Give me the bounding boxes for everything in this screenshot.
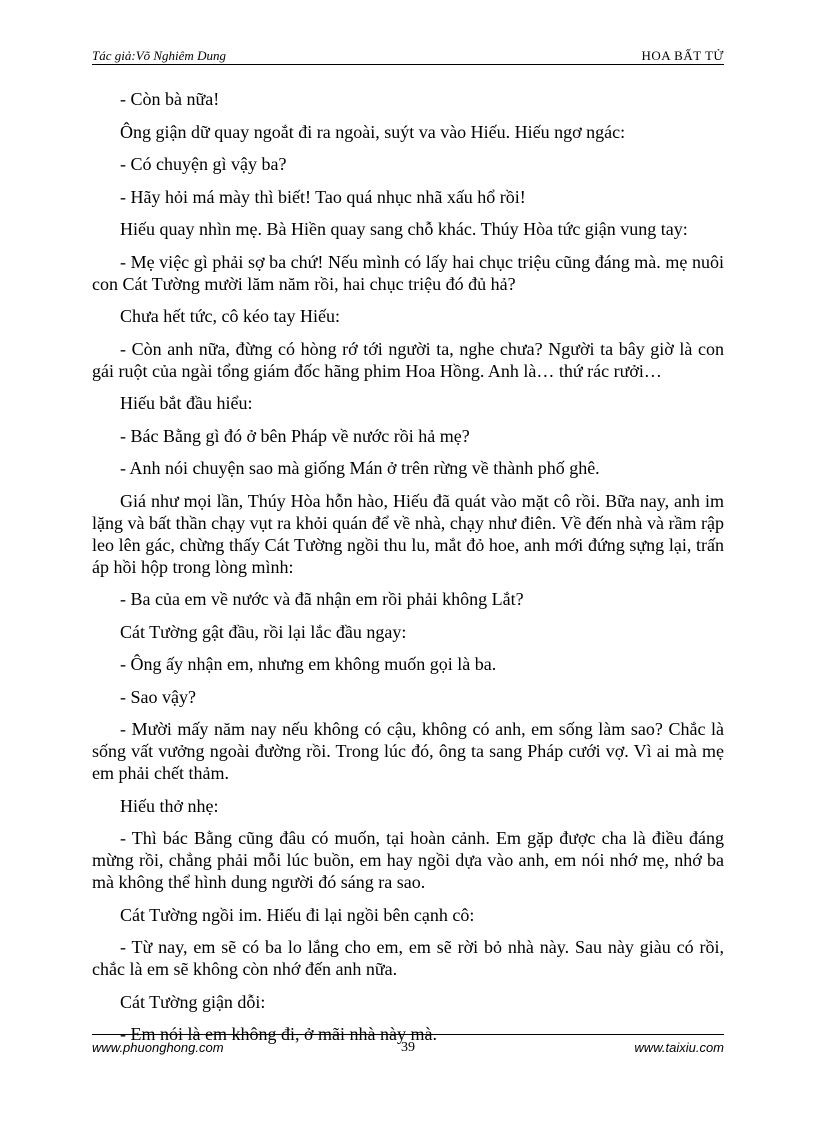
page-footer [92, 1034, 724, 1057]
paragraph: Hiếu thở nhẹ: [120, 795, 219, 816]
paragraph: Hiếu bắt đầu hiểu: [120, 393, 253, 413]
paragraph: - Từ nay, em sẽ có ba lo lắng cho em, em sẽ rời bỏ nhà này. Sau này giàu có rồi, chắc là em sẽ không còn nhớ đến anh nữa. [92, 937, 724, 979]
paragraph: - Ông ấy nhận em, nhưng em không muốn gọi là ba. [120, 654, 497, 674]
paragraph: - Ba của em về nước và đã nhận em rồi phải không Lắt? [120, 589, 524, 609]
paragraph: - Anh nói chuyện sao mà giống Mán ở trên rừng về thành phố ghê. [120, 458, 600, 478]
header-author: Tác giả:Võ Nghiêm Dung [92, 48, 226, 63]
paragraph: - Em nói là em không đi, ở mãi nhà này mà. [120, 1024, 437, 1044]
paragraph: - Thì bác Bằng cũng đâu có muốn, tại hoàn cảnh. Em gặp được cha là điều đáng mừng rồi, chẳng phải mỗi lúc buồn, em hay ngồi dựa vào anh, em nói nhớ mẹ, nhớ ba mà không thể hình dung người đó sáng ra sao. [92, 828, 724, 892]
page-number: 39 [401, 1040, 415, 1055]
paragraph: Ông giận dữ quay ngoắt đi ra ngoài, suýt va vào Hiếu. Hiếu ngơ ngác: [120, 121, 626, 142]
footer-left-site: www.phuonghong.com [92, 1040, 224, 1055]
paragraph: - Còn bà nữa! [120, 89, 220, 109]
paragraph: Giá như mọi lần, Thúy Hòa hỗn hào, Hiếu đã quát vào mặt cô rồi. Bữa nay, anh im lặng và bất thần chạy vụt ra khỏi quán để về nhà, chạy như điên. Về đến nhà và rầm rập leo lên gác, chừng thấy Cát Tường ngồi thu lu, mắt đỏ hoe, anh mới đứng sựng lại, trấn áp hồi hộp trong lòng mình: [92, 490, 724, 577]
header-book-title: HOA BẤT TỬ [641, 48, 724, 63]
paragraph: - Mười mấy năm nay nếu không có cậu, không có anh, em sống làm sao? Chắc là sống vất vưởng ngoài đường rồi. Trong lúc đó, ông ta sang Pháp cưới vợ. Vì ai mà mẹ em phải chết thảm. [92, 719, 724, 783]
paragraph: - Bác Bằng gì đó ở bên Pháp về nước rồi hả mẹ? [120, 425, 470, 446]
paragraph: - Sao vậy? [120, 686, 196, 707]
paragraph: - Hãy hỏi má mày thì biết! Tao quá nhục nhã xấu hổ rồi! [120, 186, 526, 207]
paragraph: Cát Tường gật đầu, rồi lại lắc đầu ngay: [120, 621, 407, 642]
paragraph: Hiếu quay nhìn mẹ. Bà Hiền quay sang chỗ khác. Thúy Hòa tức giận vung tay: [120, 219, 688, 239]
paragraph: - Còn anh nữa, đừng có hòng rớ tới người ta, nghe chưa? Người ta bây giờ là con gái ruột của ngài tổng giám đốc hãng phim Hoa Hồng. Anh là… thứ rác rưởi… [92, 338, 724, 381]
page-body [92, 88, 724, 1056]
footer-right-site: www.taixiu.com [634, 1040, 724, 1055]
paragraph: - Có chuyện gì vậy ba? [120, 154, 287, 174]
paragraph: Cát Tường ngồi im. Hiếu đi lại ngồi bên cạnh cô: [120, 904, 475, 925]
paragraph: Cát Tường giận dỗi: [120, 991, 266, 1012]
paragraph: Chưa hết tức, cô kéo tay Hiếu: [120, 306, 340, 326]
paragraph: - Mẹ việc gì phải sợ ba chứ! Nếu mình có lấy hai chục triệu cũng đáng mà. mẹ nuôi con Cát Tường mười lăm năm rồi, hai chục triệu đó đủ hả? [92, 251, 724, 294]
page-header [92, 46, 724, 65]
